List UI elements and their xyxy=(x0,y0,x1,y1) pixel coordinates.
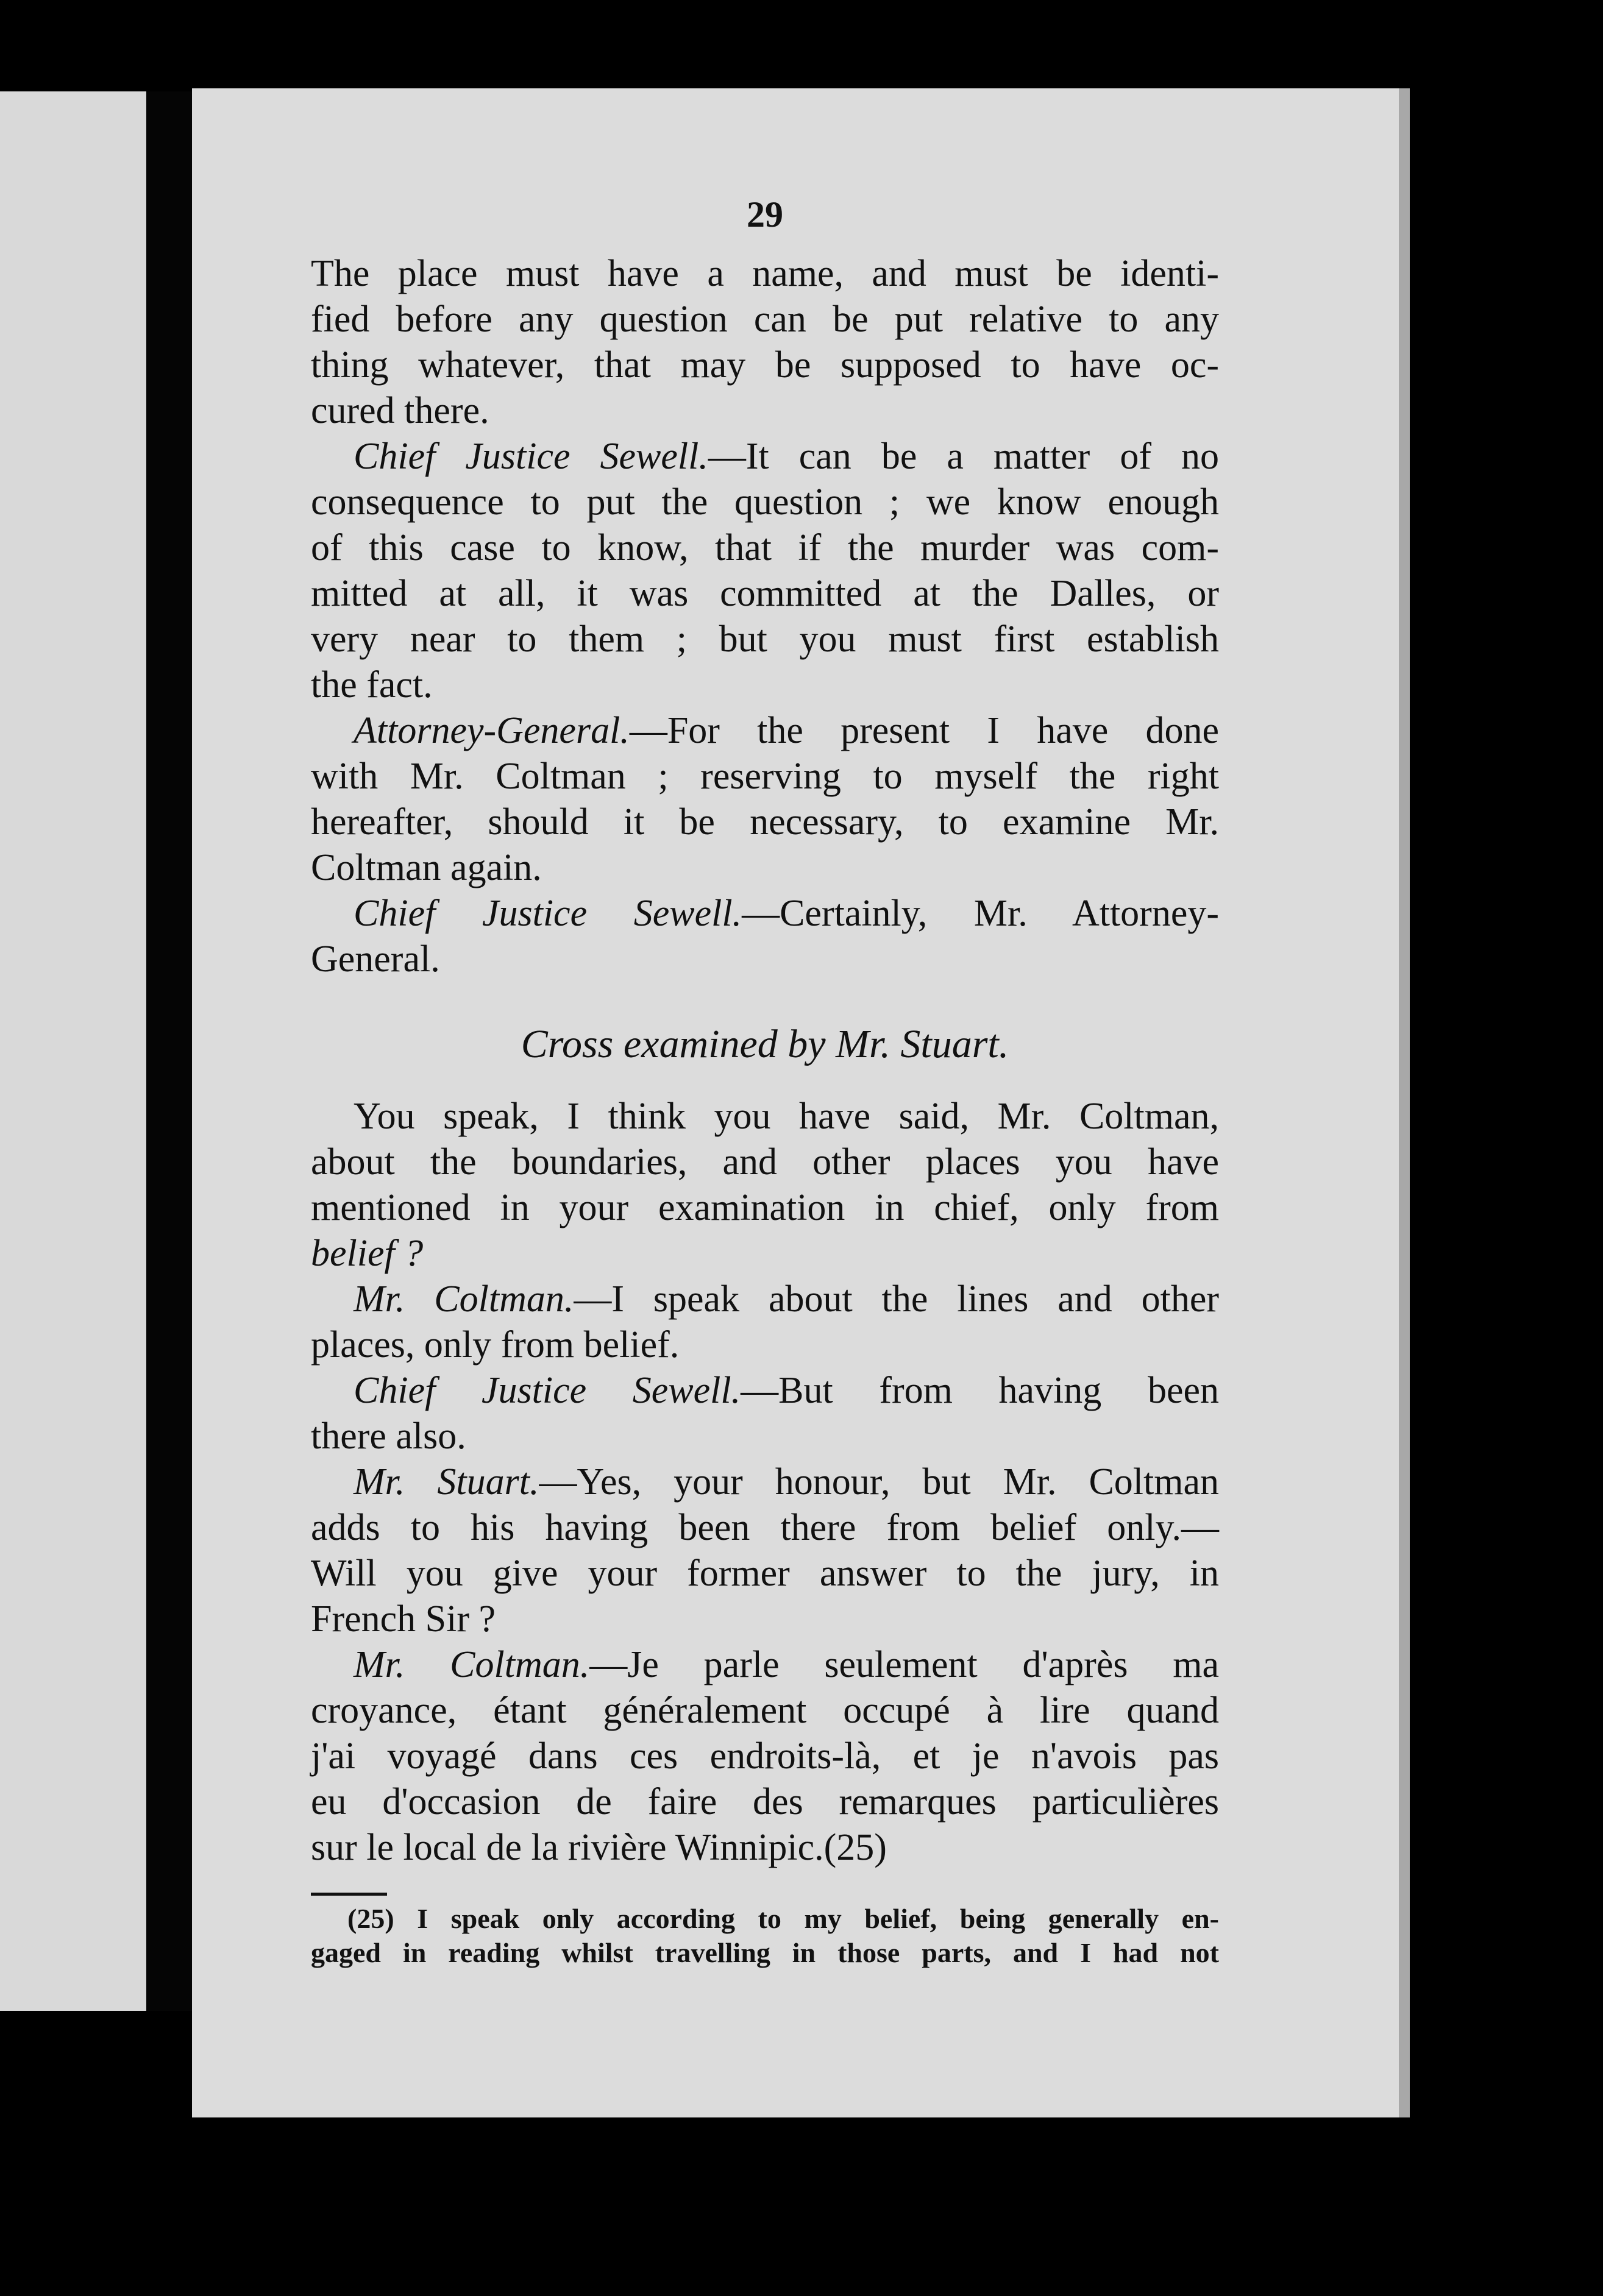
text-line: The place must have a name, and must be identi- xyxy=(311,253,1219,294)
text-line: Coltman again. xyxy=(311,847,542,888)
speaker-name: Attorney-General. xyxy=(354,710,630,751)
paragraph xyxy=(311,434,1219,708)
text-line: French Sir ? xyxy=(311,1598,496,1640)
text-line: adds to his having been there from belief only.— xyxy=(311,1507,1219,1548)
text-line: mitted at all, it was committed at the Dalles, or xyxy=(311,573,1219,614)
page-text xyxy=(311,192,1219,1970)
paragraph xyxy=(311,251,1219,434)
footnote-line: (25) I speak only according to my belief, being generally en- xyxy=(347,1903,1219,1934)
text-line: Chief Justice Sewell.—But from having been xyxy=(354,1370,1219,1411)
text-line: Mr. Stuart.—Yes, your honour, but Mr. Coltman xyxy=(354,1461,1220,1503)
text-line: belief ? xyxy=(311,1233,424,1274)
text-line: mentioned in your examination in chief, only from xyxy=(311,1187,1219,1228)
text-line: Chief Justice Sewell.—Certainly, Mr. Attorney- xyxy=(354,893,1219,934)
text-line: sur le local de la rivière Winnipic.(25) xyxy=(311,1827,887,1868)
paragraph xyxy=(311,708,1219,891)
paragraph xyxy=(311,1459,1219,1642)
paragraph xyxy=(311,1094,1219,1277)
speaker-name: Chief Justice Sewell. xyxy=(354,1370,741,1411)
text-line: with Mr. Coltman ; reserving to myself the right xyxy=(311,756,1219,797)
page-number: 29 xyxy=(747,194,783,235)
text-line: Attorney-General.—For the present I have done xyxy=(354,710,1219,751)
speaker-name: Mr. Stuart. xyxy=(354,1461,539,1503)
paragraph xyxy=(311,1277,1219,1368)
text-line: Chief Justice Sewell.—It can be a matter of no xyxy=(354,436,1219,477)
text-line: General. xyxy=(311,938,440,980)
section-heading: Cross examined by Mr. Stuart. xyxy=(521,1022,1009,1066)
speaker-name: Mr. Coltman. xyxy=(354,1644,590,1685)
footnote-rule xyxy=(311,1893,387,1896)
text-line: the fact. xyxy=(311,664,433,706)
text-line: fied before any question can be put relative to any xyxy=(311,299,1219,340)
text-line: j'ai voyagé dans ces endroits-là, et je n'avois pas xyxy=(311,1735,1219,1777)
text-line: You speak, I think you have said, Mr. Coltman, xyxy=(354,1096,1219,1137)
text-line: croyance, étant généralement occupé à lire quand xyxy=(311,1690,1219,1731)
adjacent-page xyxy=(0,91,146,2011)
paragraph xyxy=(311,1368,1219,1459)
paragraph xyxy=(311,891,1219,982)
footnote-line: gaged in reading whilst travelling in those parts, and I had not xyxy=(311,1937,1219,1968)
speaker-name: Mr. Coltman. xyxy=(354,1278,574,1320)
text-line: hereafter, should it be necessary, to examine Mr. xyxy=(311,801,1219,843)
text-line: of this case to know, that if the murder was com- xyxy=(311,527,1219,569)
text-line: Will you give your former answer to the jury, in xyxy=(311,1553,1219,1594)
text-line: eu d'occasion de faire des remarques particulières xyxy=(311,1781,1219,1823)
book-page xyxy=(192,88,1410,2117)
text-line: places, only from belief. xyxy=(311,1324,680,1366)
text-line: Mr. Coltman.—Je parle seulement d'après ma xyxy=(354,1644,1219,1685)
text-line: cured there. xyxy=(311,390,489,431)
book-spine xyxy=(146,91,192,2011)
text-line: very near to them ; but you must first establish xyxy=(311,618,1219,660)
text-line: thing whatever, that may be supposed to have oc- xyxy=(311,344,1219,386)
footnote xyxy=(311,1902,1219,1970)
text-line: consequence to put the question ; we know enough xyxy=(311,481,1219,523)
paragraph xyxy=(311,1642,1219,1871)
speaker-name: Chief Justice Sewell. xyxy=(354,436,708,477)
text-line: Mr. Coltman.—I speak about the lines and other xyxy=(354,1278,1219,1320)
speaker-name: Chief Justice Sewell. xyxy=(354,893,742,934)
text-line: there also. xyxy=(311,1416,466,1457)
text-line: about the boundaries, and other places you have xyxy=(311,1141,1219,1183)
